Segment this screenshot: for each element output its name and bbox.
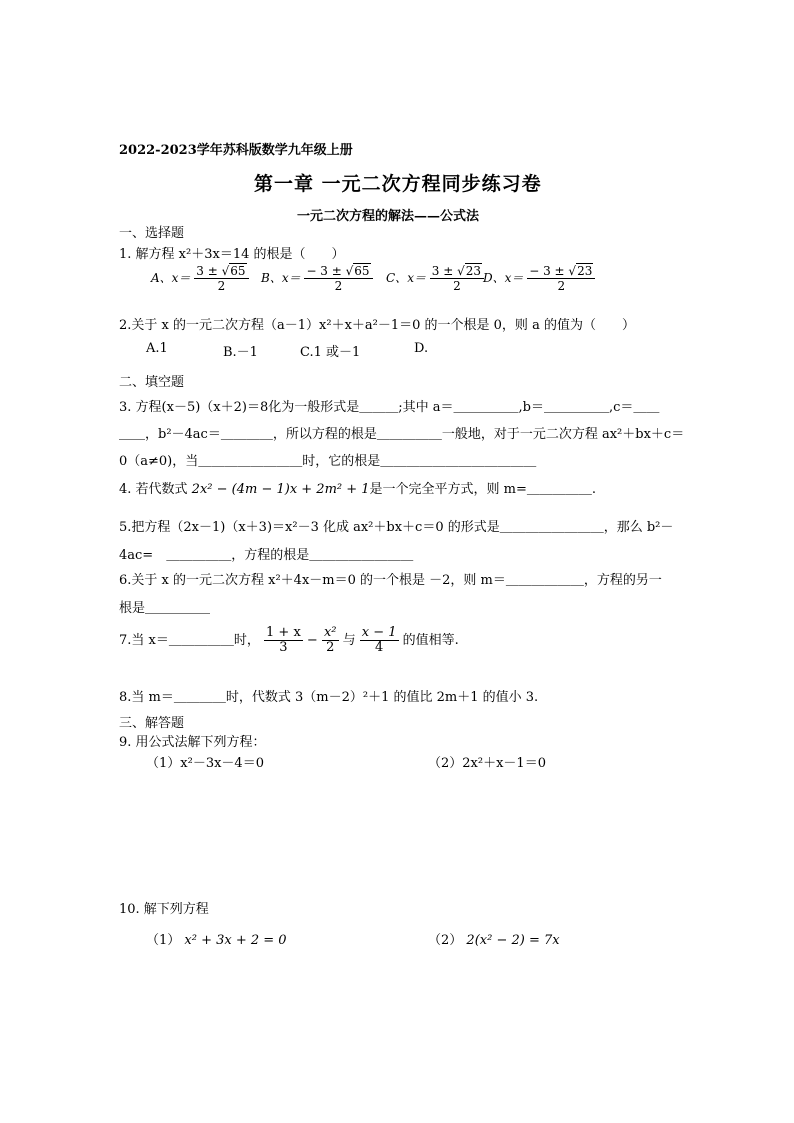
section-choice-heading: 一、选择题 [119,226,185,241]
fraction-2-denominator: 2 [326,640,335,655]
question-4-expression: 2x² − (4m − 1)x + 2m² + 1 [191,482,370,497]
minus-sign: − [302,633,322,648]
part-label: （2） [428,933,463,948]
document-year-title: 2022-2023学年苏科版数学九年级上册 [119,143,353,158]
part-expression: x² + 3x + 2 = 0 [184,933,287,948]
question-6-line-2: 根是＿＿＿＿＿ [119,601,211,616]
question-3-line-3: 0（a≠0)，当＿＿＿＿＿＿＿＿时，它的根是＿＿＿＿＿＿＿＿＿＿＿＿ [119,454,537,469]
question-7-mid: 与 [338,633,360,648]
question-10-part-2 [428,929,560,948]
question-4-pre: 4. 若代数式 [119,482,192,497]
option-den: 2 [557,279,566,293]
question-1-stem: 1. 解方程 x²＋3x＝14 的根是（ ） [119,247,345,262]
option-radicand: 23 [465,264,482,278]
question-2-option-c: C.1 或－1 [300,345,361,360]
question-7 [119,626,459,655]
question-4 [119,478,596,497]
option-den: 2 [217,279,226,293]
question-3-line-2: ＿＿，b²－4ac＝＿＿＿＿，所以方程的根是＿＿＿＿＿一般地，对于一元二次方程 ax²＋bx＋c＝ [119,427,685,442]
question-4-post: 是一个完全平方式，则 m=＿＿＿＿＿. [369,482,597,497]
fraction-1-numerator: 1 + x [266,625,301,640]
option-label: C、 [386,271,408,285]
fraction-1-denominator: 3 [279,640,288,655]
section-solve-heading: 三、解答题 [119,716,185,731]
option-label: D、 [483,271,505,285]
question-6-line-1: 6.关于 x 的一元二次方程 x²＋4x－m＝0 的一个根是 －2，则 m＝＿＿＿＿＿＿，方程的另一 [119,573,662,588]
option-num: − 3 ± [529,264,569,278]
question-1-option-d: D、x＝ $\frac{- 3 \pm √23}{2}$ [483,264,595,293]
question-10-part-1 [146,929,287,948]
option-var: x＝ [407,271,426,285]
option-var: x＝ [504,271,524,285]
question-3-line-1: 3. 方程(x－5)（x＋2)＝8化为一般形式是＿＿＿;其中 a＝＿＿＿＿＿,b＝＿＿＿＿＿,c＝＿＿ [119,400,660,415]
document-sub-title: 一元二次方程的解法——公式法 [297,209,480,224]
part-label: （1） [146,933,181,948]
fraction-2-numerator: x² [323,625,337,640]
document-main-title: 第一章 一元二次方程同步练习卷 [254,173,542,195]
option-num: 3 ± [196,264,222,278]
question-9-part-1: （1）x²－3x－4＝0 [146,756,264,771]
option-den: 2 [453,279,461,293]
option-label: B、 [261,271,282,285]
question-10-stem: 10. 解下列方程 [119,902,209,917]
option-var: x＝ [171,271,191,285]
question-7-post: 的值相等. [398,633,459,648]
option-num: 3 ± [431,264,458,278]
option-radicand: 23 [577,264,593,278]
option-radicand: 65 [230,264,246,278]
question-5-line-2: 4ac= ＿＿＿＿＿，方程的根是＿＿＿＿＿＿＿＿ [119,548,414,563]
question-9-stem: 9. 用公式法解下列方程： [119,735,266,750]
question-1-option-a: A、x＝ $\frac{3 \pm √65}{2}$ [151,264,249,293]
option-den: 2 [334,279,343,293]
question-2-option-b: B.－1 [223,345,258,360]
option-label: A、 [151,271,172,285]
question-9-part-2: （2）2x²＋x－1＝0 [428,756,546,771]
question-1-option-c: C、x＝ $\frac{3 \pm √23}{2}$ [386,264,484,293]
question-5-line-1: 5.把方程（2x－1)（x＋3)＝x²－3 化成 ax²＋bx＋c＝0 的形式是＿＿＿＿＿＿＿＿，那么 b²－ [119,520,674,535]
question-1-option-b: B、x＝ $\frac{- 3 \pm √65}{2}$ [261,264,373,293]
question-2-stem: 2.关于 x 的一元二次方程（a－1）x²＋x＋a²－1＝0 的一个根是 0，则 a 的值为（ ） [119,318,635,333]
question-8: 8.当 m＝＿＿＿＿时，代数式 3（m－2）²＋1 的值比 2m＋1 的值小 3. [119,690,539,705]
section-fill-heading: 二、填空题 [119,375,185,390]
fraction-3-numerator: x − 1 [361,625,397,640]
option-num: − 3 ± [306,264,346,278]
part-expression: 2(x² − 2) = 7x [466,933,560,948]
fraction-3-denominator: 4 [375,640,384,655]
option-var: x＝ [281,271,301,285]
question-2-option-d: D. [414,341,429,356]
question-2-option-a: A.1 [146,341,168,356]
question-7-pre: 7.当 x＝＿＿＿＿＿时， [119,633,260,648]
option-radicand: 65 [354,264,370,278]
